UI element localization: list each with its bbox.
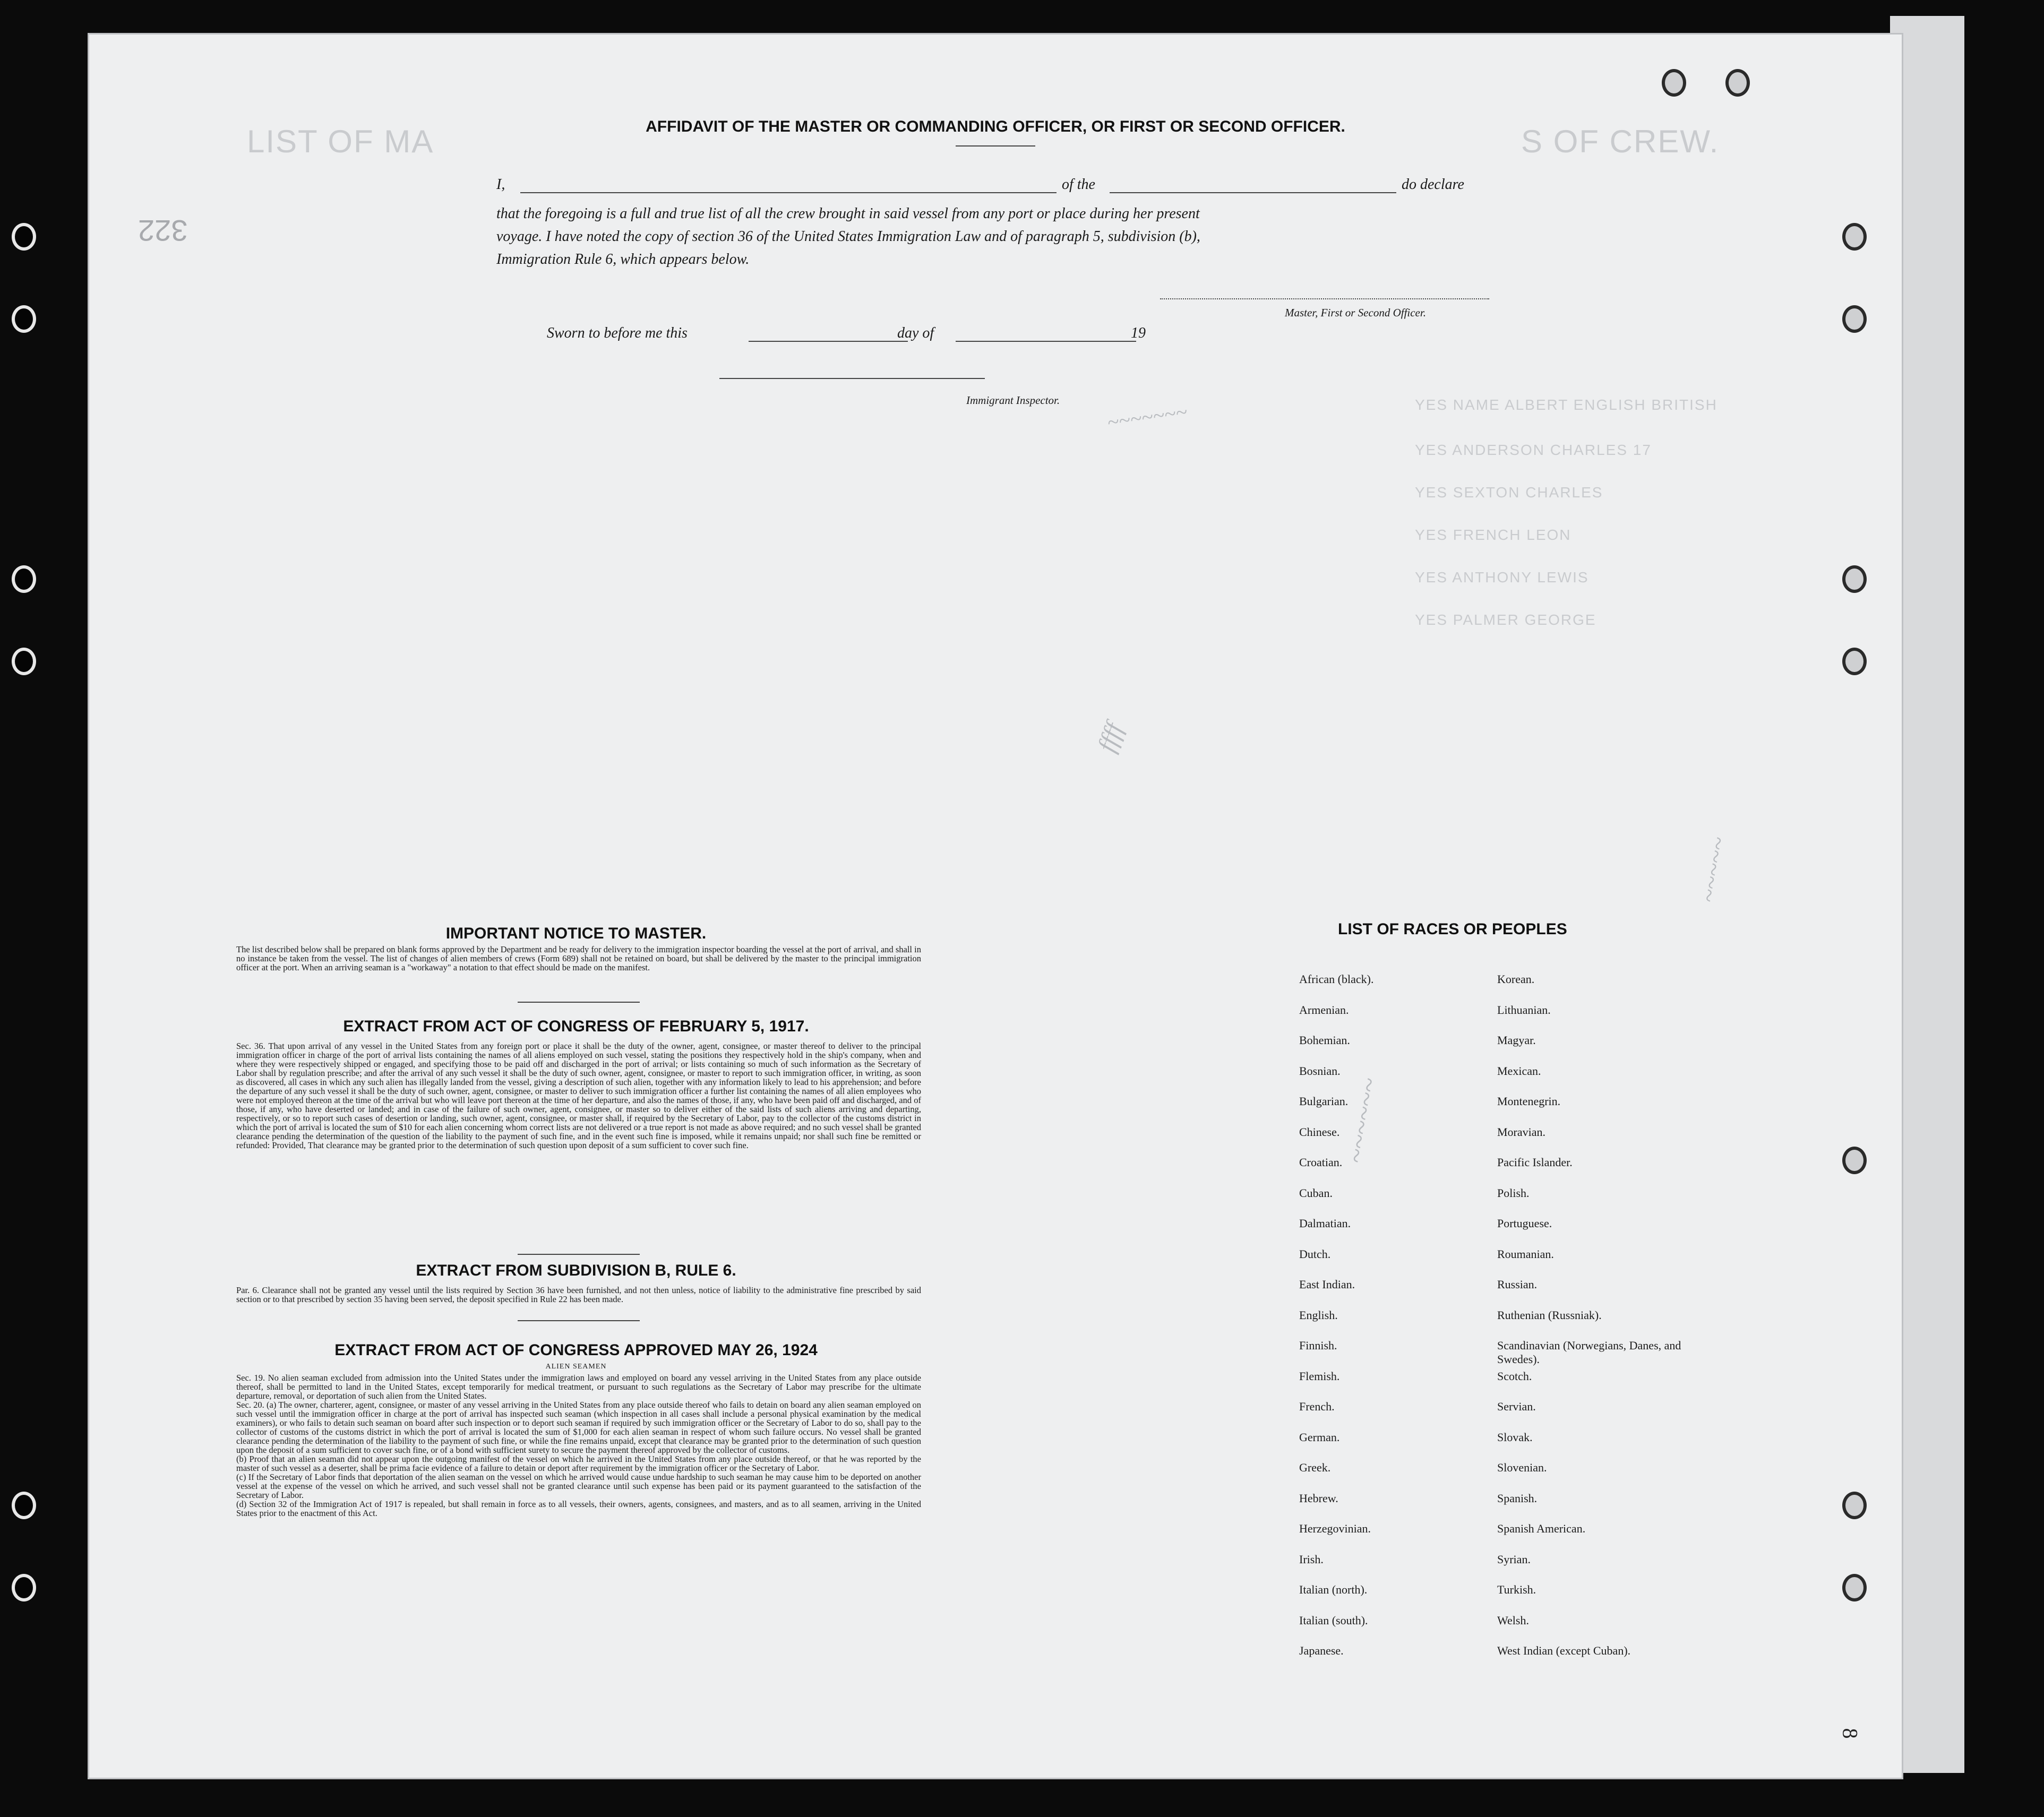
race-item: Polish.	[1497, 1186, 1530, 1200]
race-item: Ruthenian (Russniak).	[1497, 1308, 1602, 1322]
signature-blank-line	[1160, 298, 1489, 299]
race-item: Bulgarian.	[1299, 1095, 1349, 1108]
binder-hole	[12, 648, 36, 675]
name-blank-line	[520, 192, 1057, 193]
signatory-caption: Master, First or Second Officer.	[1285, 306, 1426, 319]
divider	[518, 1002, 640, 1003]
handwriting-bleed: ~~~~~	[1694, 834, 1733, 905]
race-item: Flemish.	[1299, 1369, 1340, 1383]
race-item: Spanish American.	[1497, 1522, 1586, 1535]
race-item: Greek.	[1299, 1461, 1331, 1474]
bleed-through-text: YES PALMER GEORGE	[1415, 612, 1596, 628]
race-item: Lithuanian.	[1497, 1003, 1551, 1017]
sec-20a-text: Sec. 20. (a) The owner, charterer, agent, consignee, or master of any vessel arriving in the United States from any place outside thereof who fails to detain on board any alien seaman employed on such vessel until the immigration officer in charge at the port of arrival has inspected such seaman (which inspection in all cases shall include a personal physical examination by the medical examiners), or who fails to detain such seaman on board after such inspection or to deport such seaman if required by such immigration officer or the Secretary of Labor to do so, shall pay to the collector of customs of the customs district in which the port of arrival is located the sum of $1,000 for each alien seaman in respect of whom such failure occurs. No vessel shall be granted clearance pending the determination of the liability to the payment of such fine, or while the fine remains unpaid, except that clearance may be granted prior to the determination of such question upon the deposit of a sum sufficient to cover such fine, or of a bond with sufficient surety to secure the payment thereof approved by the collector of customs.	[236, 1400, 921, 1455]
race-item: Montenegrin.	[1497, 1095, 1561, 1108]
race-item: Japanese.	[1299, 1644, 1344, 1657]
race-item: Moravian.	[1497, 1125, 1546, 1139]
extract-rule6-title: EXTRACT FROM SUBDIVISION B, RULE 6.	[416, 1262, 736, 1279]
affidavit-do-declare: do declare	[1402, 176, 1464, 193]
race-item: Slovenian.	[1497, 1461, 1547, 1474]
notice-title: IMPORTANT NOTICE TO MASTER.	[445, 925, 707, 942]
sworn-day-line	[749, 341, 908, 342]
race-item: Russian.	[1497, 1278, 1538, 1291]
race-item: Dutch.	[1299, 1247, 1331, 1261]
bleed-through-text: YES ANDERSON CHARLES 17	[1415, 442, 1652, 458]
race-item: Bosnian.	[1299, 1064, 1341, 1078]
sec-20b-text: (b) Proof that an alien seaman did not appear upon the outgoing manifest of the vessel on which he arrived in the United States from any place outside thereof, or that he was reported by the master of such vessel as a deserter, shall be prima facie evidence of a failure to detain or deport after requirement by the immigration officer or the Secretary of Labor.	[236, 1454, 921, 1473]
sec-20c-text: (c) If the Secretary of Labor finds that deportation of the alien seaman on the vessel on which he arrived would cause undue hardship to such seaman he may cause him to be deported on another vessel at the expense of the vessel on which he arrived, and such vessel shall not be granted clearance until such expense has been paid or its payment guaranteed to the satisfaction of the Secretary of Labor.	[236, 1472, 921, 1500]
race-item: Scotch.	[1497, 1369, 1532, 1383]
race-item: French.	[1299, 1400, 1335, 1413]
document-page	[88, 33, 1903, 1779]
race-item: Italian (south).	[1299, 1613, 1368, 1627]
race-item: Armenian.	[1299, 1003, 1349, 1017]
sworn-label: Sworn to before me this	[547, 325, 688, 341]
race-item: Herzegovinian.	[1299, 1522, 1371, 1535]
margin-page-number: 322	[138, 214, 188, 247]
race-item: German.	[1299, 1430, 1340, 1444]
binder-hole	[1842, 1147, 1867, 1174]
extract-1917-text: Sec. 36. That upon arrival of any vessel in the United States from any foreign port or place it shall be the duty of the owner, agent, consignee, or master thereof to deliver to the principal immigration officer in charge of the port of arrival lists containing the names of all aliens employed on such vessel, stating the positions they respectively hold in the ship's company, when and where they were respectively shipped or engaged, and specifying those to be paid off and discharged in the port of arrival; or lists containing so much of such information as the Secretary of Labor shall by regulation prescribe; and after the arrival of any such vessel it shall be the duty of such owner, agent, consignee, or master to report to such immigration officer, in writing, as soon as discovered, all cases in which any such alien has illegally landed from the vessel, giving a description of such alien, together with any information likely to lead to his apprehension; and before the departure of any such vessel it shall be the duty of such owner, agent, consignee, or master to deliver to such immigration officer a further list containing the names of all alien employees who were not employed thereon at the time of the arrival but who will leave port thereon at the time of her departure, and also the names of those, if any, who have been paid off and discharged, and of those, if any, who have deserted or landed; and in case of the failure of such owner, agent, consignee, or master so to deliver either of the said lists of such aliens arriving and departing, respectively, or so to report such cases of desertion or landing, such owner, agent, consignee, or master shall, if required by the Secretary of Labor, pay to the collector of the customs district in which the port of arrival is located the sum of $10 for each alien concerning whom correct lists are not delivered or a true report is not made as above required; and no such vessel shall be granted clearance pending the determination of the question of the liability to the payment of such fine, and in the event such fine is imposed, while it remains unpaid; nor shall such fine be remitted or refunded: Provided, That clearance may be granted prior to the determination of such question upon deposit of a sum sufficient to cover such fine.	[236, 1041, 921, 1150]
binder-hole	[12, 305, 36, 333]
bleed-through-text: YES NAME ALBERT ENGLISH BRITISH	[1415, 397, 1717, 413]
race-item: Irish.	[1299, 1552, 1324, 1566]
race-item: African (black).	[1299, 972, 1374, 986]
margin-bottom-mark: 8	[1838, 1728, 1862, 1739]
bleed-through-text: LIST OF MA	[247, 124, 434, 159]
extract-rule6-text: Par. 6. Clearance shall not be granted any vessel until the lists required by Section 36 have been furnished, and not then unless, notice of liability to the administrative fine prescribed by said section or to that prescribed by section 35 having been served, the deposit specified in Rule 22 has been made.	[236, 1285, 921, 1304]
divider	[518, 1320, 640, 1321]
race-item: West Indian (except Cuban).	[1497, 1644, 1631, 1657]
binder-hole	[1842, 1574, 1867, 1601]
race-item: Slovak.	[1497, 1430, 1533, 1444]
handwriting-bleed: ffff	[1092, 719, 1129, 756]
binder-hole	[1725, 69, 1750, 97]
race-item: Chinese.	[1299, 1125, 1340, 1139]
affidavit-of-the: of the	[1062, 176, 1095, 193]
extract-1924-body	[236, 1373, 921, 1518]
affidavit-line-2: voyage. I have noted the copy of section 36 of the United States Immigration Law and of paragraph 5, subdivision (b),	[496, 228, 1200, 245]
day-of-label: day of	[897, 325, 934, 341]
race-item: Mexican.	[1497, 1064, 1541, 1078]
bleed-through-text: YES FRENCH LEON	[1415, 527, 1571, 543]
affidavit-title: AFFIDAVIT OF THE MASTER OR COMMANDING OFFICER, OR FIRST OR SECOND OFFICER.	[646, 118, 1345, 135]
binder-hole	[12, 1574, 36, 1601]
divider	[518, 1254, 640, 1255]
race-item: Servian.	[1497, 1400, 1536, 1413]
race-item: English.	[1299, 1308, 1338, 1322]
binder-hole	[1842, 305, 1867, 333]
race-item: Pacific Islander.	[1497, 1156, 1573, 1169]
affidavit-line-3: Immigration Rule 6, which appears below.	[496, 251, 750, 268]
race-item: Cuban.	[1299, 1186, 1333, 1200]
race-item: East Indian.	[1299, 1278, 1355, 1291]
binder-hole	[12, 223, 36, 251]
handwriting-bleed: ~~~~~~	[1340, 1075, 1385, 1166]
race-item: Croatian.	[1299, 1156, 1343, 1169]
binder-hole	[1662, 69, 1686, 97]
race-item: Welsh.	[1497, 1613, 1529, 1627]
races-title: LIST OF RACES OR PEOPLES	[1338, 920, 1567, 938]
binder-hole	[12, 565, 36, 593]
inspector-caption: Immigrant Inspector.	[966, 394, 1060, 407]
binder-hole	[1842, 565, 1867, 593]
race-item: Spanish.	[1497, 1491, 1538, 1505]
race-item: Dalmatian.	[1299, 1217, 1351, 1230]
divider	[956, 145, 1035, 147]
race-item: Italian (north).	[1299, 1583, 1368, 1596]
inspector-blank-line	[719, 378, 985, 379]
sworn-month-line	[956, 341, 1136, 342]
bleed-through-text: S OF CREW.	[1521, 124, 1720, 159]
race-item: Portuguese.	[1497, 1217, 1552, 1230]
year-label: 19	[1131, 325, 1146, 341]
bleed-through-text: YES SEXTON CHARLES	[1415, 484, 1603, 501]
binder-hole	[1842, 648, 1867, 675]
bleed-through-text: YES ANTHONY LEWIS	[1415, 569, 1589, 585]
race-item: Syrian.	[1497, 1552, 1531, 1566]
binder-hole	[1842, 223, 1867, 251]
race-item: Roumanian.	[1497, 1247, 1554, 1261]
sec-19-text: Sec. 19. No alien seaman excluded from admission into the United States under the immigration laws and employed on board any vessel arriving in the United States from any place outside thereof, shall be permitted to land in the United States, except temporarily for medical treatment, or pursuant to such regulations as the Secretary of Labor may prescribe for the ultimate departure, removal, or deportation of such alien from the United States.	[236, 1373, 921, 1401]
handwriting-bleed: ~~~~~~~	[1105, 399, 1189, 435]
affidavit-line-1: that the foregoing is a full and true list of all the crew brought in said vessel from any port or place during her present	[496, 205, 1200, 222]
race-item: Scandinavian (Norwegians, Danes, and Swedes).	[1497, 1339, 1681, 1366]
race-item: Bohemian.	[1299, 1034, 1350, 1047]
extract-1917-title: EXTRACT FROM ACT OF CONGRESS OF FEBRUARY 5, 1917.	[343, 1018, 809, 1035]
race-item: Magyar.	[1497, 1034, 1536, 1047]
affidavit-i-label: I,	[496, 176, 505, 193]
binder-hole	[1842, 1492, 1867, 1519]
race-item: Korean.	[1497, 972, 1535, 986]
notice-text: The list described below shall be prepared on blank forms approved by the Department and be ready for delivery to the immigration inspector boarding the vessel at the port of arrival, and shall in no instance be taken from the vessel. The list of changes of alien members of crews (Form 689) shall not be retained on board, but shall be delivered by the master to the principal immigration officer at the port. When an arriving seaman is a "workaway" a notation to that effect should be made on the manifest.	[236, 944, 921, 972]
binder-hole	[12, 1492, 36, 1519]
sec-20d-text: (d) Section 32 of the Immigration Act of 1917 is repealed, but shall remain in force as to all vessels, their owners, agents, consignees, and masters, and as to all seamen, arriving in the United States prior to the enactment of this Act.	[236, 1499, 921, 1518]
race-item: Hebrew.	[1299, 1491, 1338, 1505]
vessel-blank-line	[1110, 192, 1396, 193]
extract-1924-subtitle: ALIEN SEAMEN	[545, 1363, 607, 1371]
race-item: Turkish.	[1497, 1583, 1536, 1596]
race-item: Finnish.	[1299, 1339, 1337, 1352]
extract-1924-title: EXTRACT FROM ACT OF CONGRESS APPROVED MAY 26, 1924	[334, 1341, 818, 1359]
